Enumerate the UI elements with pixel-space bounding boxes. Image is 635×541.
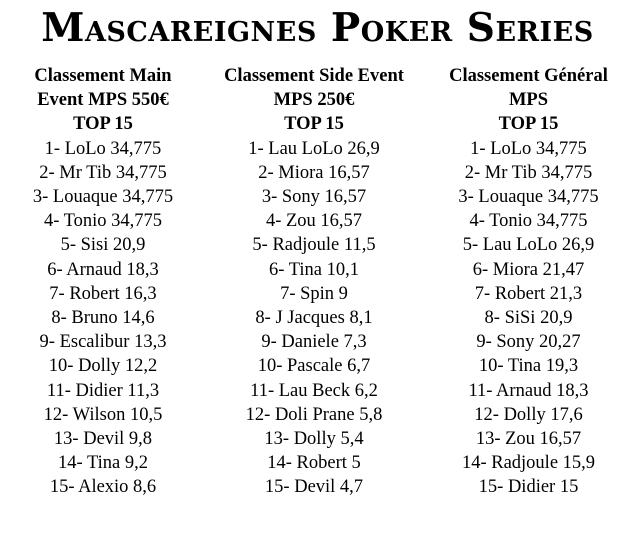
ranking-entry: 7- Spin 9: [280, 283, 348, 304]
ranking-entry: 8- SiSi 20,9: [484, 308, 573, 329]
top-label: TOP 15: [73, 114, 133, 135]
ranking-entry: 5- Sisi 20,9: [60, 235, 146, 256]
ranking-entry: 9- Daniele 7,3: [261, 332, 367, 353]
ranking-entry: 10- Tina 19,3: [478, 356, 579, 377]
ranking-entry: 1- LoLo 34,775: [44, 138, 162, 159]
ranking-entry: 6- Miora 21,47: [472, 259, 585, 280]
ranking-entry: 11- Arnaud 18,3: [468, 380, 589, 401]
ranking-entry: 4- Tonio 34,775: [469, 211, 588, 232]
ranking-entry: 9- Sony 20,27: [476, 332, 581, 353]
ranking-entry: 14- Robert 5: [267, 453, 361, 474]
ranking-entry: 14- Tina 9,2: [58, 453, 148, 474]
column-heading: Classement Side Event: [224, 66, 404, 86]
ranking-list: [422, 137, 635, 500]
ranking-entry: 6- Arnaud 18,3: [47, 259, 159, 280]
ranking-entry: 10- Dolly 12,2: [48, 356, 158, 377]
ranking-entry: 10- Pascale 6,7: [257, 356, 371, 377]
ranking-entry: 12- Dolly 17,6: [474, 404, 583, 425]
ranking-column-general: [422, 64, 635, 500]
ranking-entry: 2- Mr Tib 34,775: [464, 162, 593, 183]
ranking-entry: 1- Lau LoLo 26,9: [248, 138, 380, 159]
ranking-entry: 9- Escalibur 13,3: [39, 332, 167, 353]
column-heading: MPS 250€: [273, 90, 355, 111]
ranking-entry: 14- Radjoule 15,9: [461, 453, 596, 474]
ranking-entry: 13- Dolly 5,4: [264, 429, 364, 450]
ranking-entry: 13- Devil 9,8: [53, 429, 153, 450]
ranking-column-main-event: [0, 64, 206, 500]
page-title: Mascareignes Poker Series: [41, 5, 594, 51]
top-label: TOP 15: [284, 114, 344, 135]
column-heading: MPS: [508, 90, 549, 111]
ranking-entry: 3- Sony 16,57: [261, 187, 367, 208]
ranking-entry: 1- LoLo 34,775: [470, 138, 587, 159]
column-heading: Classement Main: [34, 66, 172, 86]
ranking-entry: 6- Tina 10,1: [269, 259, 359, 280]
ranking-entry: 4- Tonio 34,775: [43, 211, 163, 232]
ranking-entry: 2- Miora 16,57: [258, 162, 370, 183]
column-heading: Classement Général: [449, 66, 608, 86]
ranking-entry: 2- Mr Tib 34,775: [39, 162, 167, 183]
ranking-entry: 11- Didier 11,3: [46, 380, 160, 401]
ranking-entry: 15- Alexio 8,6: [49, 477, 157, 498]
top-label: TOP 15: [498, 114, 559, 135]
ranking-entry: 3- Louaque 34,775: [32, 187, 174, 208]
ranking-column-side-event: [206, 64, 422, 500]
ranking-entry: 15- Didier 15: [478, 477, 579, 498]
ranking-entry: 5- Lau LoLo 26,9: [462, 235, 595, 256]
ranking-entry: 13- Zou 16,57: [475, 429, 582, 450]
ranking-entry: 12- Doli Prane 5,8: [245, 404, 383, 425]
ranking-entry: 7- Robert 21,3: [474, 283, 583, 304]
ranking-entry: 11- Lau Beck 6,2: [250, 380, 378, 401]
ranking-entry: 15- Devil 4,7: [264, 477, 364, 498]
ranking-entry: 8- Bruno 14,6: [51, 308, 155, 329]
column-heading: Event MPS 550€: [37, 90, 169, 111]
ranking-list: [206, 137, 422, 500]
ranking-entry: 7- Robert 16,3: [49, 283, 157, 304]
ranking-entry: 4- Zou 16,57: [265, 211, 363, 232]
ranking-entry: 8- J Jacques 8,1: [255, 308, 373, 329]
ranking-entry: 12- Wilson 10,5: [43, 404, 163, 425]
ranking-list: [0, 137, 206, 500]
ranking-entry: 3- Louaque 34,775: [458, 187, 599, 208]
ranking-entry: 5- Radjoule 11,5: [252, 235, 376, 256]
